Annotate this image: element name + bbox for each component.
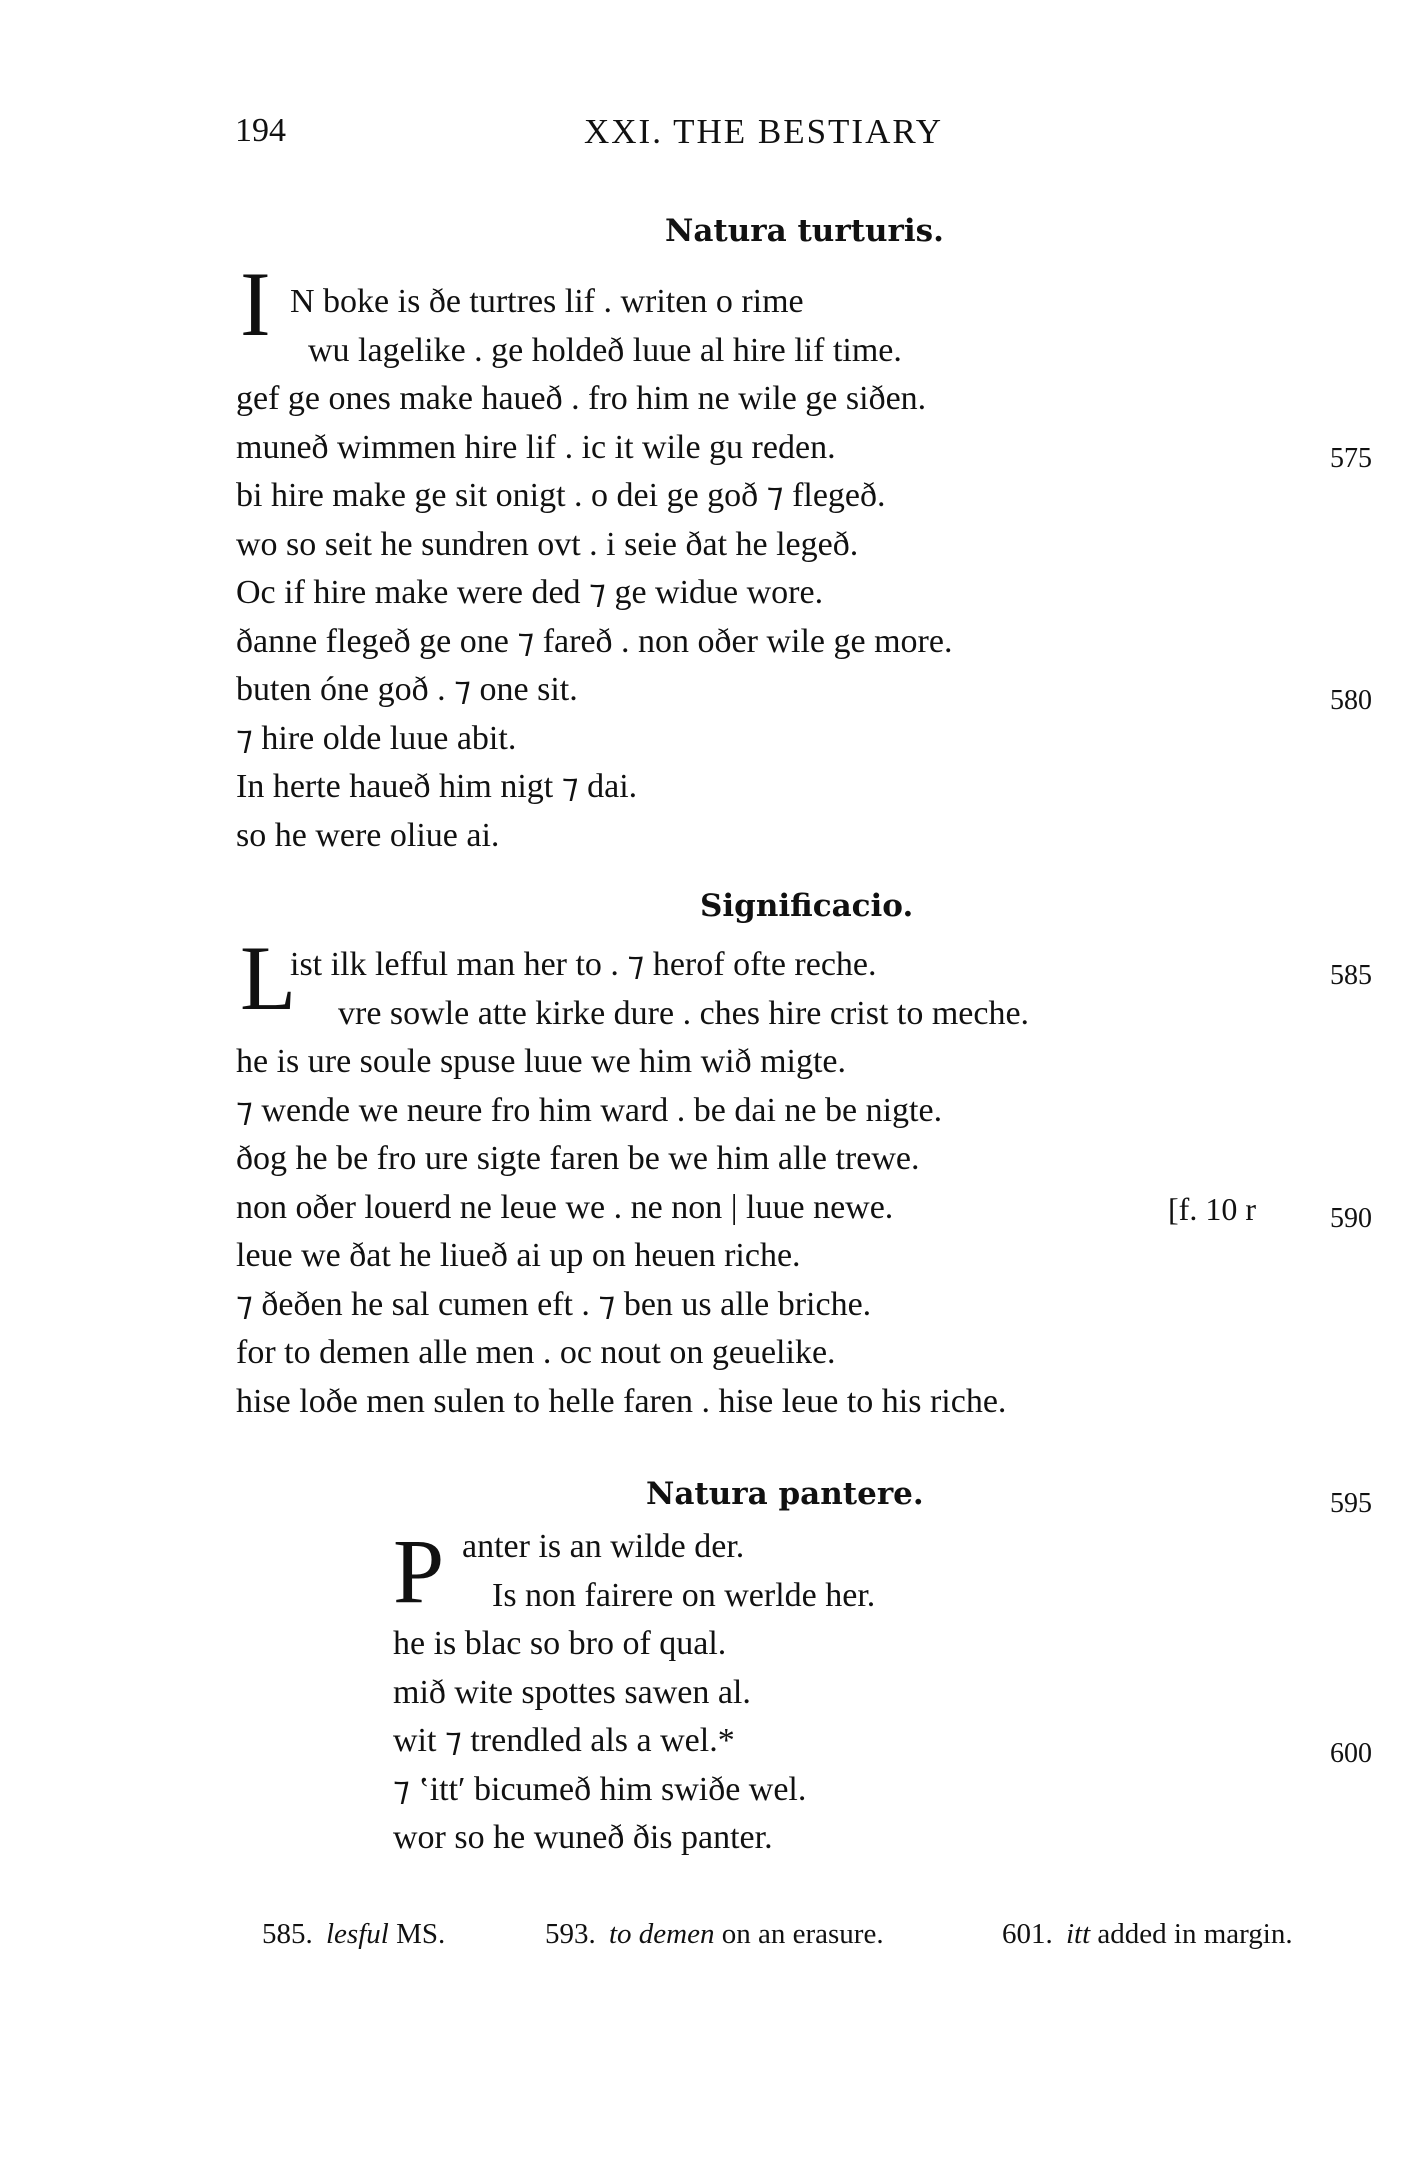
verse-line: ist ilk lefful man her to . ⁊ herof ofte reche. — [290, 946, 877, 983]
verse-line: leue we ðat he liueð ai up on heuen riche. — [236, 1237, 801, 1274]
footnote — [262, 1918, 445, 1951]
verse-line: so he were oliue ai. — [236, 817, 500, 854]
section-title-pantere: Natura pantere. — [646, 1476, 924, 1512]
verse-line: for to demen alle men . oc nout on geuelike. — [236, 1334, 836, 1371]
verse-line: ⁊ ðeðen he sal cumen eft . ⁊ ben us alle briche. — [236, 1286, 872, 1323]
verse-line: he is blac so bro of qual. — [393, 1625, 727, 1662]
folio-marker: [f. 10 r — [1168, 1191, 1256, 1227]
verse-line: ðog he be fro ure sigte faren be we him alle trewe. — [236, 1140, 920, 1177]
line-number: 595 — [1330, 1488, 1372, 1519]
verse-line: non oðer louerd ne leue we . ne non | luue newe. — [236, 1189, 894, 1226]
footnote — [1002, 1918, 1293, 1951]
verse-line: wu lagelike . ge holdeð luue al hire lif time. — [308, 332, 902, 369]
verse-line: N boke is ðe turtres lif . writen o rime — [290, 283, 804, 320]
verse-line: Is non fairere on werlde her. — [492, 1577, 876, 1614]
line-number: 600 — [1330, 1738, 1372, 1769]
footnote-number: 593. — [545, 1918, 596, 1950]
page-number: 194 — [235, 112, 286, 149]
footnote-number: 601. — [1002, 1918, 1053, 1950]
verse-line: he is ure soule spuse luue we him wið migte. — [236, 1043, 847, 1080]
verse-line: ⁊ ‛itt′ bicumeð him swiðe wel. — [393, 1771, 807, 1808]
line-number: 575 — [1330, 443, 1372, 474]
footnote-number: 585. — [262, 1918, 313, 1950]
line-number: 590 — [1330, 1203, 1372, 1234]
footnote-word: itt — [1066, 1918, 1091, 1950]
footnote-note: MS. — [396, 1918, 446, 1950]
verse-line: muneð wimmen hire lif . ic it wile gu reden. — [236, 429, 836, 466]
verse-line: wor so he wuneð ðis panter. — [393, 1819, 773, 1856]
footnote-note: on an erasure. — [721, 1918, 884, 1950]
verse-line: gef ge ones make haueð . fro him ne wile ge siðen. — [236, 380, 927, 417]
verse-line: ðanne flegeð ge one ⁊ fareð . non oðer wile ge more. — [236, 623, 953, 660]
section-title-significacio: Significacio. — [700, 888, 914, 924]
drop-cap-i: I — [240, 253, 271, 355]
footnote-word: lesful — [326, 1918, 389, 1950]
verse-line: In herte haueð him nigt ⁊ dai. — [236, 768, 638, 805]
drop-cap-p: P — [393, 1520, 445, 1622]
verse-line: hise loðe men sulen to helle faren . hise leue to his riche. — [236, 1383, 1007, 1420]
section-title-turturis: Natura turturis. — [665, 213, 944, 249]
verse-line: ⁊ hire olde luue abit. — [236, 720, 517, 757]
verse-line: wit ⁊ trendled als a wel.* — [393, 1722, 735, 1759]
footnote-note: added in margin. — [1097, 1918, 1293, 1950]
running-head: XXI. THE BESTIARY — [584, 112, 944, 151]
verse-line: bi hire make ge sit onigt . o dei ge goð ⁊ flegeð. — [236, 477, 886, 514]
drop-cap-l: L — [240, 927, 297, 1029]
line-number: 580 — [1330, 685, 1372, 716]
verse-line: vre sowle atte kirke dure . ches hire crist to meche. — [338, 995, 1030, 1032]
verse-line: wo so seit he sundren ovt . i seie ðat he legeð. — [236, 526, 859, 563]
line-number: 585 — [1330, 960, 1372, 991]
verse-line: mið wite spottes sawen al. — [393, 1674, 751, 1711]
footnote-word: to demen — [609, 1918, 715, 1950]
footnote — [545, 1918, 884, 1951]
verse-line: ⁊ wende we neure fro him ward . be dai ne be nigte. — [236, 1092, 943, 1129]
verse-line: Oc if hire make were ded ⁊ ge widue wore. — [236, 574, 824, 611]
verse-line: buten óne goð . ⁊ one sit. — [236, 671, 578, 708]
verse-line: anter is an wilde der. — [462, 1528, 745, 1565]
